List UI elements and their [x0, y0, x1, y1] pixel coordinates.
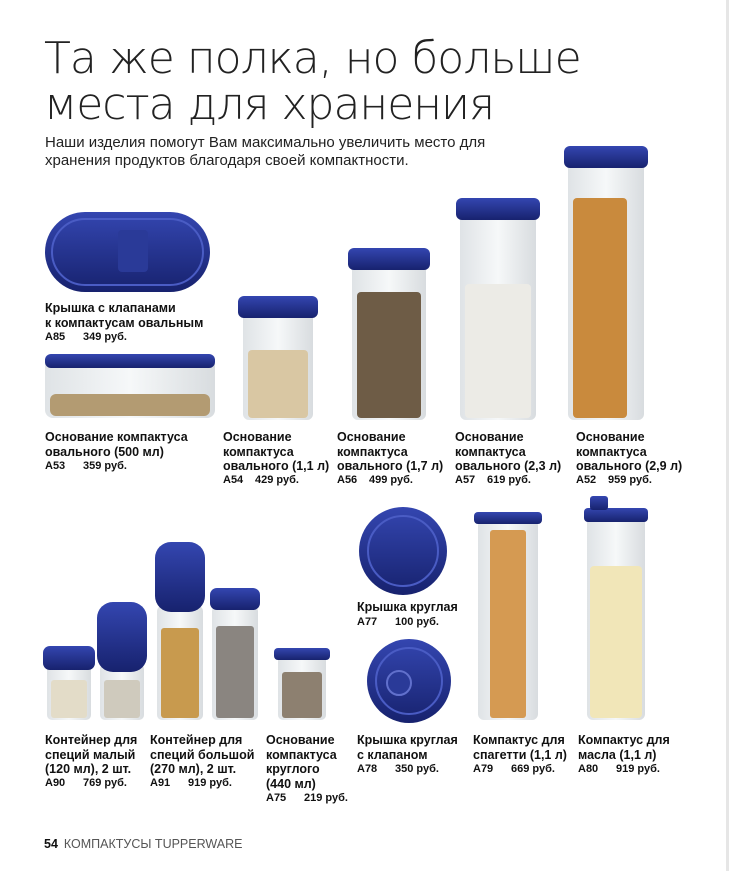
product-name: Основание [455, 430, 524, 444]
product-name: Основание [576, 430, 645, 444]
product-label-a54 [223, 430, 329, 474]
round-valve-lid-image [367, 639, 451, 723]
product-label-a90 [45, 733, 137, 777]
product-name: (120 мл), 2 шт. [45, 762, 132, 776]
product-name: овального (1,1 л) [223, 459, 330, 473]
product-name: специй большой [150, 747, 255, 762]
round-base-440-image [274, 648, 330, 720]
product-name: специй малый [45, 747, 136, 762]
product-label-a85 [45, 301, 203, 330]
product-name: Основание [266, 733, 335, 747]
product-price: 429 руб. [255, 474, 299, 486]
product-price: 350 руб. [395, 763, 439, 775]
product-code: A75 [266, 792, 287, 804]
product-label-a75 [266, 733, 337, 791]
page-number: 54 [44, 837, 58, 851]
product-code-price-a90 [45, 777, 127, 789]
product-code-price-a54 [223, 474, 299, 486]
product-price: 669 руб. [511, 763, 555, 775]
product-label-a56 [337, 430, 443, 474]
product-name: Крышка круглая [357, 733, 458, 747]
section-name: КОМПАКТУСЫ TUPPERWARE [63, 837, 243, 851]
product-name: Компактус для [473, 733, 565, 747]
product-code: A53 [45, 460, 66, 472]
product-code: A56 [337, 474, 358, 486]
product-label-a79 [473, 733, 567, 762]
product-name: Контейнер для [45, 733, 138, 747]
product-label-a78 [357, 733, 458, 762]
product-name: Крышка с клапанами [45, 301, 176, 315]
product-code-price-a79 [473, 763, 555, 775]
product-name: (440 мл) [266, 776, 316, 791]
product-code-price-a77 [357, 616, 439, 628]
product-name: Основание [223, 430, 292, 444]
large-spice-containers-image [155, 542, 260, 720]
product-price: 619 руб. [487, 474, 531, 486]
title-line-1: Та же полка, но больше [44, 33, 581, 84]
product-price: 919 руб. [616, 763, 660, 775]
product-code: A54 [223, 474, 244, 486]
product-price: 219 руб. [304, 792, 348, 804]
small-spice-containers-image [43, 602, 147, 720]
product-code-price-a57 [455, 474, 531, 486]
product-name: компактуса [576, 444, 647, 459]
product-code-price-a56 [337, 474, 413, 486]
product-code-price-a78 [357, 763, 439, 775]
product-price: 499 руб. [369, 474, 413, 486]
product-label-a91 [150, 733, 254, 777]
product-label-a53 [45, 430, 188, 459]
product-code-price-a53 [45, 460, 127, 472]
product-code-price-a75 [266, 792, 348, 804]
product-name: овального (500 мл) [45, 444, 164, 459]
product-name: Контейнер для [150, 733, 243, 747]
product-name: масла (1,1 л) [578, 747, 657, 762]
product-name: компактуса [266, 747, 337, 762]
oval-base-1-1-image [238, 296, 318, 420]
title-line-2: места для хранения [44, 79, 495, 130]
round-lid-image [359, 507, 447, 595]
product-label-a57 [455, 430, 561, 474]
product-price: 959 руб. [608, 474, 652, 486]
product-name: овального (2,3 л) [455, 459, 562, 473]
product-code: A80 [578, 763, 599, 775]
product-code-price-a80 [578, 763, 660, 775]
product-name: (270 мл), 2 шт. [150, 762, 237, 776]
product-code: A78 [357, 763, 378, 775]
product-name: круглого [266, 762, 320, 776]
oval-base-2-3-image [456, 198, 540, 420]
product-code: A52 [576, 474, 597, 486]
product-name: Компактус для [578, 733, 670, 747]
product-name: Основание [337, 430, 406, 444]
oval-base-500-image [45, 354, 215, 418]
page-footer [44, 837, 242, 851]
oval-base-1-7-image [348, 248, 430, 420]
spaghetti-container-image [474, 512, 542, 720]
product-name: овального (1,7 л) [337, 459, 444, 473]
product-name: овального (2,9 л) [576, 459, 683, 473]
product-label-a77 [357, 600, 458, 615]
product-code: A90 [45, 777, 66, 789]
product-price: 100 руб. [395, 616, 439, 628]
product-name: к компактусам овальным [45, 315, 204, 330]
product-code: A91 [150, 777, 171, 789]
product-name: Основание компактуса [45, 430, 188, 444]
product-name: спагетти (1,1 л) [473, 747, 567, 762]
product-label-a80 [578, 733, 670, 762]
oval-base-2-9-image [564, 146, 648, 420]
product-code: A57 [455, 474, 476, 486]
product-code-price-a52 [576, 474, 652, 486]
product-name: с клапаном [357, 747, 428, 762]
product-label-a52 [576, 430, 682, 474]
product-code: A79 [473, 763, 494, 775]
product-price: 349 руб. [83, 331, 127, 343]
product-code: A77 [357, 616, 378, 628]
product-code: A85 [45, 331, 66, 343]
product-price: 919 руб. [188, 777, 232, 789]
product-code-price-a85 [45, 331, 127, 343]
product-name: компактуса [455, 444, 526, 459]
page-subtitle: Наши изделия помогут Вам максимально увеличить место для хранения продуктов благодаря своей компактности. [45, 134, 486, 169]
product-price: 769 руб. [83, 777, 127, 789]
product-name: компактуса [337, 444, 408, 459]
product-price: 359 руб. [83, 460, 127, 472]
page-title [44, 33, 581, 130]
oil-container-image [584, 496, 648, 720]
product-code-price-a91 [150, 777, 232, 789]
product-name: компактуса [223, 444, 294, 459]
product-name: Крышка круглая [357, 600, 458, 614]
oval-lid-image [45, 212, 210, 292]
